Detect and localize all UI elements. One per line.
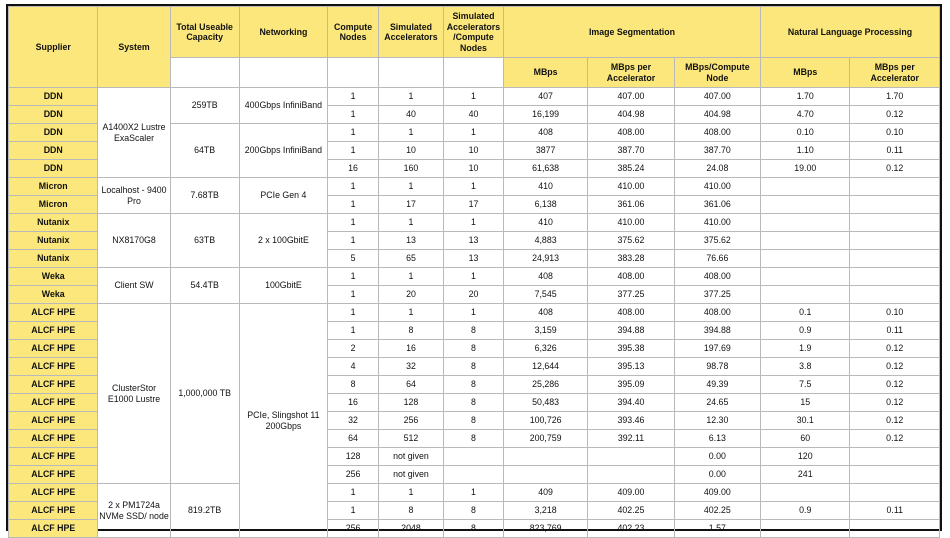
compute-nodes-cell: 1 <box>328 214 379 232</box>
nlp-mbps-per-accelerator-cell <box>850 286 940 304</box>
accelerators-cell: 1 <box>378 88 443 106</box>
accelerators-per-node-cell: 1 <box>443 268 503 286</box>
mbps-per-node-cell: 410.00 <box>674 178 760 196</box>
supplier-cell: DDN <box>9 124 98 142</box>
mbps-cell: 25,286 <box>503 376 587 394</box>
capacity-cell: 1,000,000 TB <box>170 304 239 484</box>
accelerators-per-node-cell: 1 <box>443 178 503 196</box>
accelerators-per-node-cell <box>443 448 503 466</box>
accelerators-cell: 1 <box>378 304 443 322</box>
mbps-cell: 50,483 <box>503 394 587 412</box>
mbps-per-node-cell: 24.65 <box>674 394 760 412</box>
supplier-cell: ALCF HPE <box>9 502 98 520</box>
mbps-cell: 4,883 <box>503 232 587 250</box>
system-cell: NX8170G8 <box>98 214 170 268</box>
accelerators-per-node-cell: 8 <box>443 322 503 340</box>
accelerators-per-node-cell: 1 <box>443 214 503 232</box>
compute-nodes-cell: 1 <box>328 268 379 286</box>
mbps-cell: 3877 <box>503 142 587 160</box>
accelerators-per-node-cell: 8 <box>443 376 503 394</box>
nlp-mbps-per-accelerator-cell <box>850 466 940 484</box>
supplier-cell: Weka <box>9 286 98 304</box>
accelerators-cell: 40 <box>378 106 443 124</box>
mbps-per-accelerator-cell: 395.09 <box>588 376 674 394</box>
accelerators-cell: 1 <box>378 124 443 142</box>
mbps-per-node-cell: 408.00 <box>674 124 760 142</box>
header-blank <box>443 58 503 88</box>
mbps-per-node-cell: 49.39 <box>674 376 760 394</box>
accelerators-per-node-cell: 1 <box>443 484 503 502</box>
supplier-cell: DDN <box>9 106 98 124</box>
accelerators-per-node-cell <box>443 466 503 484</box>
supplier-cell: Nutanix <box>9 232 98 250</box>
nlp-mbps-cell: 15 <box>761 394 850 412</box>
accelerators-cell: 1 <box>378 178 443 196</box>
capacity-cell: 259TB <box>170 88 239 124</box>
accelerators-per-node-cell: 10 <box>443 142 503 160</box>
accelerators-cell: 10 <box>378 142 443 160</box>
system-cell: 2 x PM1724a NVMe SSD/ node <box>98 484 170 538</box>
supplier-cell: DDN <box>9 88 98 106</box>
nlp-mbps-per-accelerator-cell: 0.10 <box>850 304 940 322</box>
mbps-cell: 6,326 <box>503 340 587 358</box>
accelerators-cell: 8 <box>378 322 443 340</box>
mbps-per-node-cell: 387.70 <box>674 142 760 160</box>
header-image-segmentation: Image Segmentation <box>503 7 760 58</box>
accelerators-per-node-cell: 10 <box>443 160 503 178</box>
mbps-cell <box>503 466 587 484</box>
nlp-mbps-cell: 0.10 <box>761 124 850 142</box>
nlp-mbps-per-accelerator-cell <box>850 448 940 466</box>
accelerators-per-node-cell: 17 <box>443 196 503 214</box>
accelerators-cell: 13 <box>378 232 443 250</box>
compute-nodes-cell: 4 <box>328 358 379 376</box>
mbps-per-accelerator-cell: 393.46 <box>588 412 674 430</box>
mbps-cell: 3,159 <box>503 322 587 340</box>
mbps-per-node-cell: 197.69 <box>674 340 760 358</box>
compute-nodes-cell: 64 <box>328 430 379 448</box>
mbps-cell: 24,913 <box>503 250 587 268</box>
compute-nodes-cell: 1 <box>328 106 379 124</box>
mbps-per-accelerator-cell: 409.00 <box>588 484 674 502</box>
compute-nodes-cell: 256 <box>328 520 379 538</box>
accelerators-cell: 256 <box>378 412 443 430</box>
capacity-cell: 54.4TB <box>170 268 239 304</box>
mbps-cell: 408 <box>503 124 587 142</box>
nlp-mbps-cell: 19.00 <box>761 160 850 178</box>
mbps-per-accelerator-cell: 361.06 <box>588 196 674 214</box>
mbps-per-node-cell: 404.98 <box>674 106 760 124</box>
mbps-cell: 408 <box>503 304 587 322</box>
header-simulated-accelerators: Simulated Accelerators <box>378 7 443 58</box>
accelerators-per-node-cell: 20 <box>443 286 503 304</box>
accelerators-cell: 16 <box>378 340 443 358</box>
mbps-per-accelerator-cell: 383.28 <box>588 250 674 268</box>
header-nlp: Natural Language Processing <box>761 7 940 58</box>
header-networking: Networking <box>239 7 327 58</box>
capacity-cell: 819.2TB <box>170 484 239 538</box>
accelerators-per-node-cell: 8 <box>443 502 503 520</box>
nlp-mbps-per-accelerator-cell <box>850 178 940 196</box>
nlp-mbps-per-accelerator-cell <box>850 232 940 250</box>
nlp-mbps-cell: 30.1 <box>761 412 850 430</box>
mbps-per-accelerator-cell: 375.62 <box>588 232 674 250</box>
mbps-per-accelerator-cell <box>588 448 674 466</box>
nlp-mbps-cell <box>761 232 850 250</box>
compute-nodes-cell: 1 <box>328 322 379 340</box>
nlp-mbps-per-accelerator-cell: 0.12 <box>850 358 940 376</box>
compute-nodes-cell: 1 <box>328 178 379 196</box>
mbps-cell: 200,759 <box>503 430 587 448</box>
nlp-mbps-cell: 1.9 <box>761 340 850 358</box>
mbps-per-node-cell: 0.00 <box>674 448 760 466</box>
supplier-cell: ALCF HPE <box>9 358 98 376</box>
mbps-per-node-cell: 407.00 <box>674 88 760 106</box>
nlp-mbps-cell: 0.1 <box>761 304 850 322</box>
nlp-mbps-per-accelerator-cell: 1.70 <box>850 88 940 106</box>
nlp-mbps-cell <box>761 214 850 232</box>
compute-nodes-cell: 1 <box>328 196 379 214</box>
nlp-mbps-cell <box>761 520 850 538</box>
mbps-per-accelerator-cell: 377.25 <box>588 286 674 304</box>
supplier-cell: ALCF HPE <box>9 448 98 466</box>
supplier-cell: ALCF HPE <box>9 430 98 448</box>
supplier-cell: Nutanix <box>9 214 98 232</box>
compute-nodes-cell: 128 <box>328 448 379 466</box>
nlp-mbps-per-accelerator-cell: 0.12 <box>850 412 940 430</box>
nlp-mbps-per-accelerator-cell: 0.10 <box>850 124 940 142</box>
accelerators-cell: 17 <box>378 196 443 214</box>
mbps-per-accelerator-cell: 392.11 <box>588 430 674 448</box>
accelerators-cell: 1 <box>378 268 443 286</box>
nlp-mbps-per-accelerator-cell <box>850 268 940 286</box>
nlp-mbps-per-accelerator-cell <box>850 520 940 538</box>
mbps-cell: 410 <box>503 214 587 232</box>
capacity-cell: 7.68TB <box>170 178 239 214</box>
nlp-mbps-cell <box>761 196 850 214</box>
accelerators-cell: 32 <box>378 358 443 376</box>
nlp-mbps-per-accelerator-cell <box>850 214 940 232</box>
mbps-per-node-cell: 98.78 <box>674 358 760 376</box>
compute-nodes-cell: 1 <box>328 88 379 106</box>
mbps-per-node-cell: 6.13 <box>674 430 760 448</box>
accelerators-per-node-cell: 1 <box>443 304 503 322</box>
mbps-cell: 3,218 <box>503 502 587 520</box>
system-cell: A1400X2 Lustre ExaScaler <box>98 88 170 178</box>
networking-cell: 2 x 100GbitE <box>239 214 327 268</box>
accelerators-per-node-cell: 8 <box>443 430 503 448</box>
mbps-per-node-cell: 375.62 <box>674 232 760 250</box>
mbps-per-node-cell: 361.06 <box>674 196 760 214</box>
nlp-mbps-cell: 60 <box>761 430 850 448</box>
system-cell: Client SW <box>98 268 170 304</box>
mbps-cell: 12,644 <box>503 358 587 376</box>
mbps-per-accelerator-cell: 385.24 <box>588 160 674 178</box>
mbps-cell: 6,138 <box>503 196 587 214</box>
supplier-cell: ALCF HPE <box>9 376 98 394</box>
mbps-per-accelerator-cell: 410.00 <box>588 214 674 232</box>
nlp-mbps-cell: 7.5 <box>761 376 850 394</box>
compute-nodes-cell: 16 <box>328 394 379 412</box>
accelerators-per-node-cell: 13 <box>443 232 503 250</box>
mbps-per-node-cell: 24.08 <box>674 160 760 178</box>
accelerators-per-node-cell: 13 <box>443 250 503 268</box>
accelerators-per-node-cell: 8 <box>443 412 503 430</box>
supplier-cell: ALCF HPE <box>9 466 98 484</box>
mbps-per-accelerator-cell: 402.23 <box>588 520 674 538</box>
accelerators-cell: not given <box>378 448 443 466</box>
accelerators-cell: 128 <box>378 394 443 412</box>
accelerators-cell: 1 <box>378 214 443 232</box>
supplier-cell: ALCF HPE <box>9 412 98 430</box>
networking-cell: PCIe Gen 4 <box>239 178 327 214</box>
mbps-cell: 7,545 <box>503 286 587 304</box>
accelerators-cell: 20 <box>378 286 443 304</box>
accelerators-cell: 2048 <box>378 520 443 538</box>
table-row <box>9 88 940 106</box>
networking-cell: 400Gbps InfiniBand <box>239 88 327 124</box>
nlp-mbps-cell <box>761 250 850 268</box>
nlp-mbps-cell: 1.10 <box>761 142 850 160</box>
mbps-per-node-cell: 409.00 <box>674 484 760 502</box>
compute-nodes-cell: 2 <box>328 340 379 358</box>
capacity-cell: 64TB <box>170 124 239 178</box>
nlp-mbps-per-accelerator-cell: 0.12 <box>850 106 940 124</box>
mbps-cell: 100,726 <box>503 412 587 430</box>
mbps-per-accelerator-cell <box>588 466 674 484</box>
mbps-per-accelerator-cell: 394.88 <box>588 322 674 340</box>
mbps-per-accelerator-cell: 407.00 <box>588 88 674 106</box>
compute-nodes-cell: 16 <box>328 160 379 178</box>
compute-nodes-cell: 1 <box>328 142 379 160</box>
nlp-mbps-per-accelerator-cell: 0.12 <box>850 160 940 178</box>
header-blank <box>378 58 443 88</box>
mbps-cell: 16,199 <box>503 106 587 124</box>
mbps-per-accelerator-cell: 410.00 <box>588 178 674 196</box>
nlp-mbps-per-accelerator-cell <box>850 484 940 502</box>
mbps-per-node-cell: 0.00 <box>674 466 760 484</box>
table-body <box>9 88 940 538</box>
nlp-mbps-cell: 1.70 <box>761 88 850 106</box>
accelerators-per-node-cell: 8 <box>443 394 503 412</box>
nlp-mbps-cell: 3.8 <box>761 358 850 376</box>
header-blank <box>328 58 379 88</box>
system-cell: ClusterStor E1000 Lustre <box>98 304 170 484</box>
compute-nodes-cell: 1 <box>328 286 379 304</box>
header-nlp-mbps: MBps <box>761 58 850 88</box>
header-nlp-mbps-per-accelerator: MBps per Accelerator <box>850 58 940 88</box>
nlp-mbps-per-accelerator-cell: 0.12 <box>850 340 940 358</box>
header-capacity: Total Useable Capacity <box>170 7 239 58</box>
networking-cell: PCIe, Slingshot 11 200Gbps <box>239 304 327 538</box>
mbps-per-accelerator-cell: 394.40 <box>588 394 674 412</box>
header-blank <box>170 58 239 88</box>
accelerators-cell: not given <box>378 466 443 484</box>
table-row <box>9 178 940 196</box>
benchmark-table <box>8 6 940 538</box>
table-row <box>9 484 940 502</box>
header-accelerators-per-node: Simulated Accelerators /Compute Nodes <box>443 7 503 58</box>
accelerators-cell: 160 <box>378 160 443 178</box>
networking-cell: 100GbitE <box>239 268 327 304</box>
mbps-per-accelerator-cell: 387.70 <box>588 142 674 160</box>
system-cell: Localhost - 9400 Pro <box>98 178 170 214</box>
compute-nodes-cell: 1 <box>328 232 379 250</box>
table-row <box>9 268 940 286</box>
accelerators-per-node-cell: 1 <box>443 124 503 142</box>
compute-nodes-cell: 1 <box>328 304 379 322</box>
mbps-per-node-cell: 402.25 <box>674 502 760 520</box>
nlp-mbps-per-accelerator-cell: 0.12 <box>850 394 940 412</box>
supplier-cell: ALCF HPE <box>9 340 98 358</box>
nlp-mbps-cell: 120 <box>761 448 850 466</box>
capacity-cell: 63TB <box>170 214 239 268</box>
mbps-cell: 407 <box>503 88 587 106</box>
accelerators-per-node-cell: 8 <box>443 520 503 538</box>
table-row <box>9 214 940 232</box>
supplier-cell: Weka <box>9 268 98 286</box>
mbps-per-node-cell: 377.25 <box>674 286 760 304</box>
header-mbps-per-node: MBps/Compute Node <box>674 58 760 88</box>
nlp-mbps-per-accelerator-cell <box>850 196 940 214</box>
header-blank <box>239 58 327 88</box>
nlp-mbps-per-accelerator-cell: 0.12 <box>850 430 940 448</box>
supplier-cell: DDN <box>9 160 98 178</box>
mbps-per-node-cell: 394.88 <box>674 322 760 340</box>
compute-nodes-cell: 256 <box>328 466 379 484</box>
mbps-per-accelerator-cell: 408.00 <box>588 304 674 322</box>
compute-nodes-cell: 5 <box>328 250 379 268</box>
mbps-cell <box>503 448 587 466</box>
nlp-mbps-cell: 0.9 <box>761 322 850 340</box>
supplier-cell: Nutanix <box>9 250 98 268</box>
mbps-per-node-cell: 408.00 <box>674 268 760 286</box>
mbps-per-accelerator-cell: 402.25 <box>588 502 674 520</box>
networking-cell: 200Gbps InfiniBand <box>239 124 327 178</box>
supplier-cell: Micron <box>9 178 98 196</box>
mbps-per-accelerator-cell: 408.00 <box>588 124 674 142</box>
header-mbps-per-accelerator: MBps per Accelerator <box>588 58 674 88</box>
mbps-per-accelerator-cell: 404.98 <box>588 106 674 124</box>
mbps-cell: 408 <box>503 268 587 286</box>
mbps-per-node-cell: 408.00 <box>674 304 760 322</box>
accelerators-cell: 65 <box>378 250 443 268</box>
accelerators-per-node-cell: 8 <box>443 358 503 376</box>
compute-nodes-cell: 8 <box>328 376 379 394</box>
compute-nodes-cell: 32 <box>328 412 379 430</box>
supplier-cell: ALCF HPE <box>9 484 98 502</box>
mbps-cell: 823,769 <box>503 520 587 538</box>
nlp-mbps-per-accelerator-cell <box>850 250 940 268</box>
accelerators-cell: 1 <box>378 484 443 502</box>
mbps-per-accelerator-cell: 395.38 <box>588 340 674 358</box>
benchmark-table-frame <box>6 4 942 534</box>
accelerators-cell: 64 <box>378 376 443 394</box>
nlp-mbps-per-accelerator-cell: 0.11 <box>850 502 940 520</box>
nlp-mbps-cell: 0.9 <box>761 502 850 520</box>
nlp-mbps-cell <box>761 268 850 286</box>
accelerators-cell: 512 <box>378 430 443 448</box>
mbps-per-node-cell: 1.57 <box>674 520 760 538</box>
mbps-per-accelerator-cell: 395.13 <box>588 358 674 376</box>
mbps-per-node-cell: 410.00 <box>674 214 760 232</box>
mbps-cell: 409 <box>503 484 587 502</box>
header-mbps: MBps <box>503 58 587 88</box>
nlp-mbps-cell <box>761 286 850 304</box>
header-supplier: Supplier <box>9 7 98 88</box>
mbps-per-node-cell: 12.30 <box>674 412 760 430</box>
supplier-cell: DDN <box>9 142 98 160</box>
supplier-cell: ALCF HPE <box>9 322 98 340</box>
accelerators-per-node-cell: 8 <box>443 340 503 358</box>
table-row <box>9 304 940 322</box>
compute-nodes-cell: 1 <box>328 124 379 142</box>
supplier-cell: ALCF HPE <box>9 394 98 412</box>
mbps-per-node-cell: 76.66 <box>674 250 760 268</box>
supplier-cell: Micron <box>9 196 98 214</box>
compute-nodes-cell: 1 <box>328 484 379 502</box>
nlp-mbps-cell: 4.70 <box>761 106 850 124</box>
mbps-per-accelerator-cell: 408.00 <box>588 268 674 286</box>
supplier-cell: ALCF HPE <box>9 520 98 538</box>
nlp-mbps-per-accelerator-cell: 0.11 <box>850 322 940 340</box>
mbps-cell: 410 <box>503 178 587 196</box>
nlp-mbps-per-accelerator-cell: 0.11 <box>850 142 940 160</box>
accelerators-cell: 8 <box>378 502 443 520</box>
nlp-mbps-per-accelerator-cell: 0.12 <box>850 376 940 394</box>
nlp-mbps-cell <box>761 178 850 196</box>
header-system: System <box>98 7 170 88</box>
mbps-cell: 61,638 <box>503 160 587 178</box>
compute-nodes-cell: 1 <box>328 502 379 520</box>
supplier-cell: ALCF HPE <box>9 304 98 322</box>
accelerators-per-node-cell: 1 <box>443 88 503 106</box>
nlp-mbps-cell <box>761 484 850 502</box>
header-compute-nodes: Compute Nodes <box>328 7 379 58</box>
nlp-mbps-cell: 241 <box>761 466 850 484</box>
accelerators-per-node-cell: 40 <box>443 106 503 124</box>
